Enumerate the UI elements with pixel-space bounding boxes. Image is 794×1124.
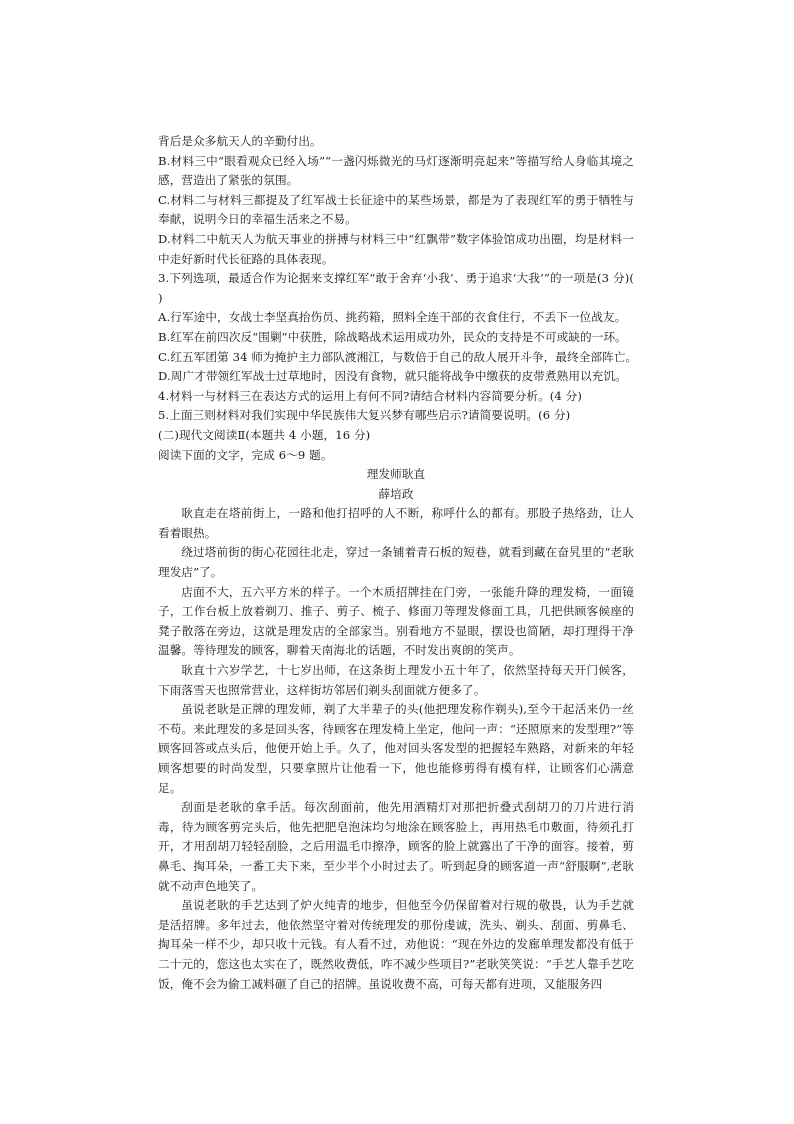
article-paragraph: 耿直走在塔前街上，一路和他打招呼的人不断，称呼什么的都有。那股子热络劲，让人看着眼热。 xyxy=(158,506,634,540)
article-paragraph: 绕过塔前街的街心花园往北走，穿过一条铺着青石板的短巷，就看到藏在奋旯里的“老耿理发店”了。 xyxy=(158,545,634,580)
article-title: 理发师耿直 xyxy=(366,467,426,482)
question-4: 4.材料一与材料三在表达方式的运用上有何不同?请结合材料内容简要分析。(4 分) xyxy=(158,388,582,403)
question-3 xyxy=(158,269,638,387)
q2-option-d: D.材料二中航天人为航天事业的拼搏与材料三中“红飘带”数字体验馆成功出圈，均是材料一中走好新时代长征路的具体表现。 xyxy=(158,231,634,266)
q3-option-b: B.红军在前四次反“围剿”中获胜，除战略战术运用成功外，民众的支持是不可或缺的一环。 xyxy=(158,329,627,344)
question-5: 5.上面三则材料对我们实现中华民族伟大复兴梦有哪些启示?请简要说明。(6 分) xyxy=(158,408,571,423)
article-author: 薛培政 xyxy=(378,486,414,501)
article-paragraph: 店面不大，五六平方米的样子。一个木质招牌挂在门旁，一张能升降的理发椅，一面镜子，工作台板上放着剃刀、推子、剪子、梳子、修面刀等理发修面工具，几把供顾客候座的凳子散落在旁边，这就是理发店的全部家当。别看地方不显眼，摆设也简陋，却打理得干净温馨。等待理发的顾客，聊着天南海北的话题，不时发出爽朗的笑声。 xyxy=(158,584,634,658)
document-page xyxy=(158,132,638,994)
section-heading: (二)现代文阅读Ⅱ(本题共 4 小题，16 分) xyxy=(158,427,371,442)
q2-option-c: C.材料二与材料三都提及了红军战士长征途中的某些场景，都是为了表现红军的勇于牺牲与奉献，说明今日的幸福生活来之不易。 xyxy=(158,192,634,227)
article-paragraph: 耿直十六岁学艺，十七岁出师，在这条街上理发小五十年了，依然坚持每天开门候客，下雨落雪天也照常营业，这样街坊邻居们剃头刮面就方便多了。 xyxy=(158,663,634,697)
article-paragraph: 虽说老耿的手艺达到了炉火纯青的地步，但他至今仍保留着对行规的敬畏，认为手艺就是活招牌。多年过去，他依然坚守着对传统理发的那份虔诚，洗头、剃头、刮面、剪鼻毛、掏耳朵一样不少，却只收十元钱。有人看不过，劝他说：“现在外边的发廊单理发都没有低于二十元的，您这也太实在了，既然收费低，咋不减少些项目?”老耿笑笑说：“手艺人靠手艺吃饭，俺不会为偷工减料砸了自己的招牌。虽说收费不高，可每天都有进项，又能服务四 xyxy=(158,898,634,991)
q3-option-d: D.周广才带领红军战士过草地时，因没有食物，就只能将战争中缴获的皮带煮熟用以充饥。 xyxy=(158,369,627,384)
continuation-line: 背后是众多航天人的辛勤付出。 xyxy=(158,134,322,148)
article-paragraph: 刮面是老耿的拿手活。每次刮面前，他先用酒精灯对那把折叠式刮胡刀的刀片进行消毒，待为顾客剪完头后，他先把肥皂泡沫均匀地涂在顾客脸上，再用热毛巾敷面，待须孔打开，才用刮胡刀轻轻刮脸，之后用温毛巾擦净，顾客的脸上就露出了干净的面容。接着，剪鼻毛、掏耳朵，一番工夫下来，至少半个小时过去了。听到起身的顾客道一声“舒服啊”,老耿就不动声色地笑了。 xyxy=(158,800,634,893)
q2-option-b: B.材料三中“眼看观众已经入场”“一盏闪烁微光的马灯逐渐明亮起来”等描写给人身临其境之感，营造出了紧张的氛围。 xyxy=(158,153,634,188)
q3-stem: 3.下列选项，最适合作为论据来支撑红军“敢于舍弃‘小我’、勇于追求‘大我’”的一项是(3 分)( ) xyxy=(158,271,634,305)
article-paragraph: 虽说老耿是正牌的理发师，剃了大半辈子的头(他把理发称作剃头),至今干起活来仍一丝不苟。来此理发的多是回头客，待顾客在理发椅上坐定，他问一声：“还照原来的发型理?”等顾客回答或点头后，他便开始上手。久了，他对回头客发型的把握轻车熟路，对新来的年轻顾客想要的时尚发型，只要拿照片让他看一下，他也能修剪得有模有样，让顾客们心满意足。 xyxy=(158,702,634,795)
q3-option-a: A.行军途中，女战士李坚真抬伤员、挑药箱，照料全连干部的衣食住行，不丢下一位战友。 xyxy=(158,310,627,325)
section-instruction: 阅读下面的文字，完成 6～9 题。 xyxy=(158,447,333,462)
question-2-options xyxy=(158,152,634,270)
article-body xyxy=(158,504,634,994)
q3-option-c: C.红五军团第 34 师为掩护主力部队渡湘江，与数倍于自己的敌人展开斗争，最终全部阵亡。 xyxy=(158,349,638,364)
